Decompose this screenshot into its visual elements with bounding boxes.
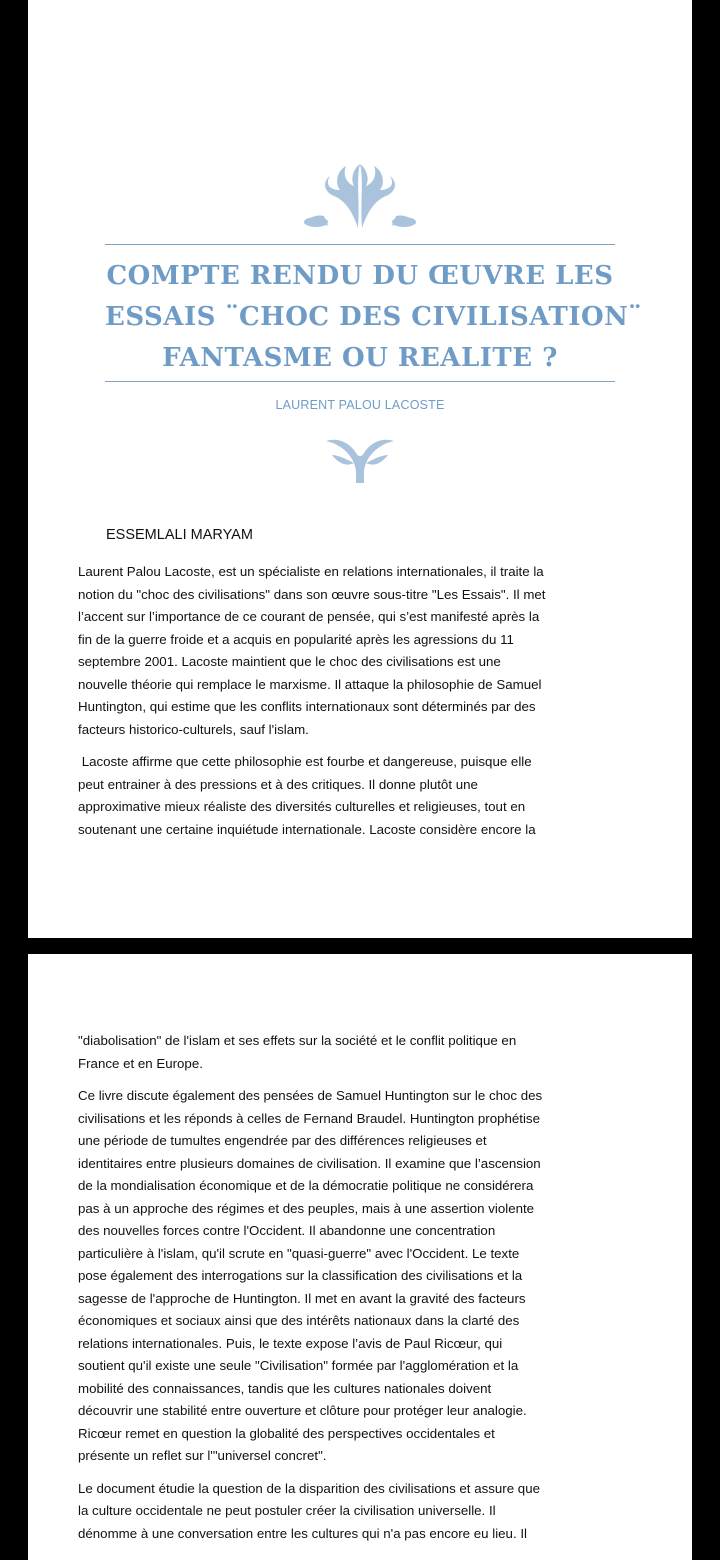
document-title <box>105 256 642 379</box>
text-line: particulière à l'islam, qu'il scrute en "quasi-guerre" avec l'Occident. Le texte <box>78 1245 520 1261</box>
text-line: Ce livre discute également des pensées de Samuel Huntington sur le choc des <box>78 1088 543 1103</box>
page1-body <box>78 561 608 851</box>
title-rule-bottom <box>105 381 615 382</box>
paragraph <box>78 561 608 741</box>
text-line: pas à un approche des régimes et des peuples, mais à une assertion violente <box>78 1200 535 1216</box>
text-line: Ricœur remet en question la globalité des perspectives occidentales et <box>78 1425 495 1441</box>
text-line: fin de la guerre froide et a acquis en popularité après les agressions du 11 <box>78 631 514 647</box>
text-line: économiques et sociaux ainsi que des intérêts nationaux dans la clarté des <box>78 1313 520 1328</box>
text-line: l’accent sur l’importance de ce courant de pensée, qui s’est manifesté après la <box>78 609 540 624</box>
paragraph <box>78 1030 608 1075</box>
text-line: France et en Europe. <box>78 1055 203 1071</box>
title-rule-top <box>105 244 615 245</box>
text-line: sagesse de l'approche de Huntington. Il met en avant la gravité des facteurs <box>78 1290 526 1306</box>
text-line: la culture occidentale ne peut postuler créer la civilisation universelle. Il <box>78 1503 496 1518</box>
text-line: de la mondialisation économique et de la démocratie politique ne considérera <box>78 1178 534 1193</box>
title-line: COMPTE RENDU DU ŒUVRE LES <box>106 261 614 291</box>
text-line: notion du "choc des civilisations" dans son œuvre sous-titre "Les Essais". Il met <box>78 586 546 602</box>
text-line: soutenant une certaine inquiétude internationale. Lacoste considère encore la <box>78 821 536 837</box>
text-line: présente un reflet sur l'"universel concret". <box>78 1448 327 1463</box>
text-line: Lacoste affirme que cette philosophie est fourbe et dangereuse, puisque elle <box>78 754 532 769</box>
text-line: découvrir une stabilité entre ouverture et clôture pour protéger leur analogie. <box>78 1403 527 1418</box>
text-line: dénomme à une conversation entre les cultures qui n'a pas encore eu lieu. Il <box>78 1525 527 1541</box>
flourish-ornament-icon <box>294 160 426 232</box>
author-name: ESSEMLALI MARYAM <box>106 527 253 543</box>
text-line: soutient qu'il existe une seule "Civilisation" formée par l'agglomération et la <box>78 1358 519 1373</box>
fleuron-ornament-icon <box>324 433 396 485</box>
paragraph <box>78 1478 608 1546</box>
text-line: peut entrainer à des pressions et à des critiques. Il donne plutôt une <box>78 776 478 792</box>
title-line: ESSAIS ¨CHOC DES CIVILISATION¨ <box>105 302 642 332</box>
text-line: pose également des interrogations sur la classification des civilisations et la <box>78 1268 523 1283</box>
text-line: une période de tumultes engendrée par des différences religieuses et <box>78 1133 487 1148</box>
text-line: facteurs historico-culturels, sauf l'islam. <box>78 721 309 737</box>
text-line: Huntington, qui estime que les conflits internationaux sont déterminés par des <box>78 699 536 714</box>
paragraph <box>78 751 608 841</box>
text-line: identitaires entre plusieurs domaines de civilisation. Il examine que l’ascension <box>78 1155 541 1171</box>
text-line: Le document étudie la question de la disparition des civilisations et assure que <box>78 1480 540 1496</box>
text-line: nouvelle théorie qui remplace le marxisme. Il attaque la philosophie de Samuel <box>78 676 542 692</box>
text-line: des nouvelles forces contre l'Occident. Il abandonne une concentration <box>78 1223 496 1238</box>
text-line: relations internationales. Puis, le texte expose l’avis de Paul Ricœur, qui <box>78 1335 503 1351</box>
text-line: "diabolisation" de l'islam et ses effets sur la société et le conflit politique en <box>78 1033 517 1048</box>
page2-body <box>78 1030 608 1555</box>
paragraph <box>78 1085 608 1468</box>
text-line: septembre 2001. Lacoste maintient que le choc des civilisations est une <box>78 654 501 669</box>
text-line: approximative mieux réaliste des diversités culturelles et religieuses, tout en <box>78 799 526 814</box>
text-line: Laurent Palou Lacoste, est un spécialiste en relations internationales, il traite la <box>78 564 544 579</box>
document-subtitle: LAURENT PALOU LACOSTE <box>275 398 445 412</box>
text-line: mobilité des connaissances, tandis que les cultures nationales doivent <box>78 1380 492 1396</box>
title-line: FANTASME OU REALITE ? <box>162 343 558 373</box>
text-line: civilisations et les réponds à celles de Fernand Braudel. Huntington prophétise <box>78 1110 540 1126</box>
